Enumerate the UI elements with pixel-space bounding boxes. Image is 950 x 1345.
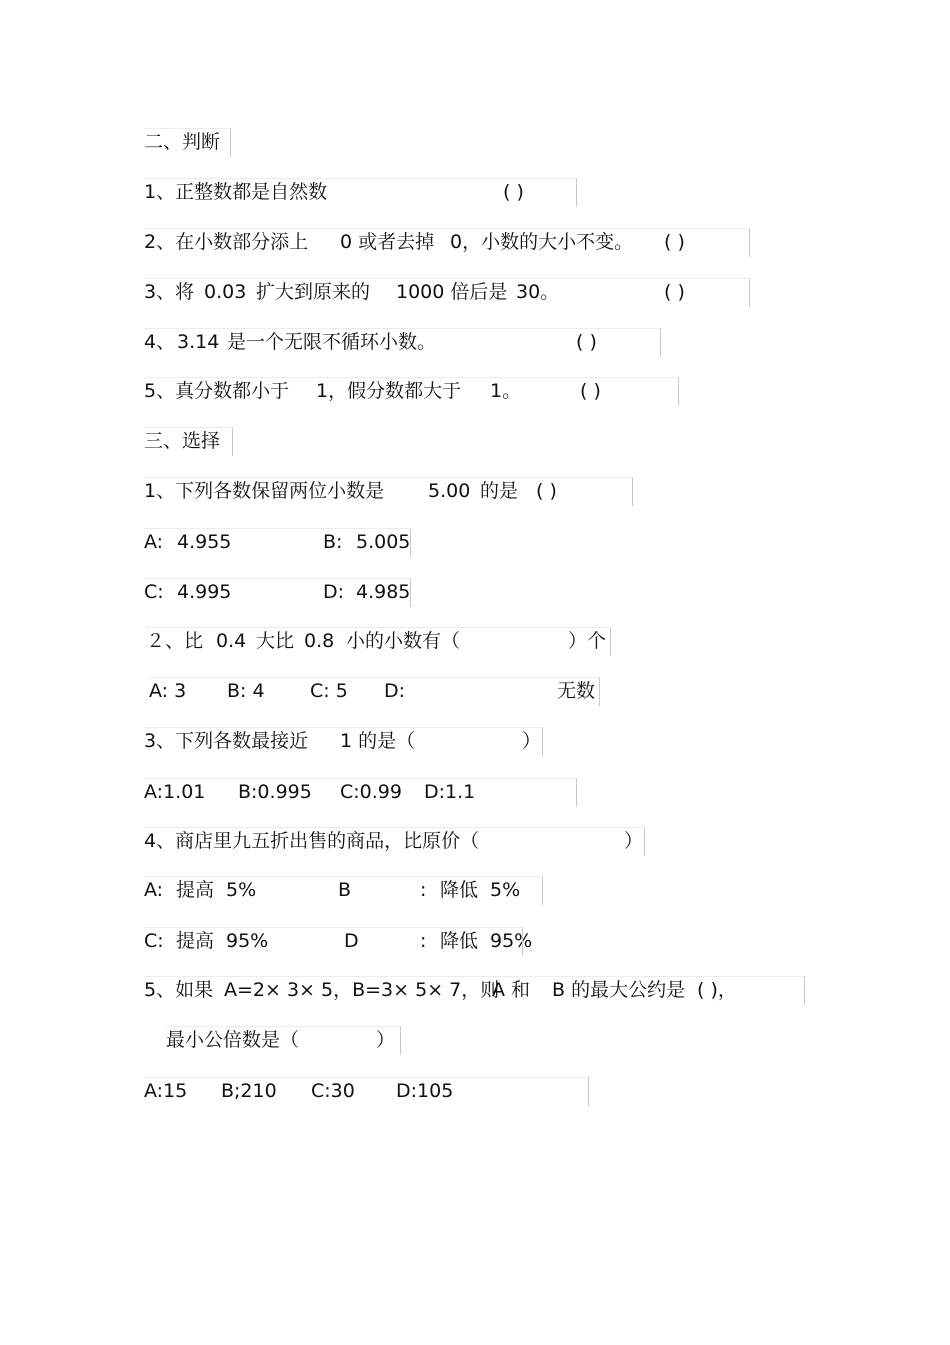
question-text: 3.14 (177, 331, 220, 353)
text-rule (144, 377, 679, 406)
text-rule (144, 1077, 589, 1106)
question-text: 1000 倍后是 (396, 281, 508, 303)
option-value: 95% (490, 930, 533, 952)
question-text: 大比 (256, 630, 295, 652)
option: A:1.01 (144, 781, 206, 803)
text-rule (144, 976, 805, 1005)
answer-blank: ( ) (503, 181, 524, 203)
question-text: 小的小数有（ (346, 630, 461, 652)
question-text: 1、正整数都是自然数 (144, 181, 328, 203)
question-text: 0.4 (216, 630, 247, 652)
option-label: C: (144, 930, 164, 952)
question-text: 5、真分数都小于 (144, 380, 290, 402)
text-rule (144, 278, 750, 307)
option-value: 5% (490, 879, 521, 901)
answer-blank: ） (522, 730, 542, 752)
text-rule (149, 677, 600, 706)
option-label: A: (144, 531, 164, 553)
option-colon: : (420, 930, 427, 952)
question-text: 是一个无限不循环小数。 (227, 331, 437, 353)
option-label: A: (144, 879, 164, 901)
text-rule (144, 477, 633, 506)
option: A: 3 (149, 680, 187, 702)
question-text: 0，小数的大小不变。 (450, 231, 634, 253)
question-text: ２、比 (146, 630, 204, 652)
answer-blank: ( ) (536, 480, 557, 502)
option-label: B: (323, 531, 343, 553)
answer-blank: ( ) (576, 331, 597, 353)
option-label: D (344, 930, 359, 952)
text-rule (144, 778, 577, 807)
option-colon: : (420, 879, 427, 901)
option: B: 4 (227, 680, 265, 702)
question-text: 3、将 (144, 281, 195, 303)
text-rule (144, 228, 750, 257)
question-text: 4、 (144, 331, 176, 353)
answer-blank: ( ) (664, 281, 685, 303)
option: C: 5 (310, 680, 348, 702)
question-text: 2、在小数部分添上 (144, 231, 309, 253)
question-text: 1 的是（ (340, 730, 416, 752)
option-value: 降低 (440, 879, 479, 901)
option-value: 提高 (176, 930, 215, 952)
question-text: 0 或者去掉 (340, 231, 435, 253)
answer-blank: ( )， (697, 979, 737, 1001)
option-value: 4.955 (177, 531, 232, 553)
question-text: 1，假分数都大于 (316, 380, 462, 402)
question-text: 1、下列各数保留两位小数是 (144, 480, 385, 502)
question-text: 0.03 (204, 281, 247, 303)
option-value: 提高 (176, 879, 215, 901)
option: C:30 (311, 1080, 355, 1102)
option: D: (384, 680, 406, 702)
option: B;210 (221, 1080, 277, 1102)
text-rule (166, 1026, 401, 1055)
question-text: B 的最大公约是 (552, 979, 686, 1001)
judge-heading: 二、判断 (144, 131, 221, 153)
option-value: 5.005 (356, 531, 411, 553)
text-rule (144, 827, 645, 856)
text-rule (144, 128, 231, 157)
text-rule (144, 427, 233, 456)
option-value: 4.995 (177, 581, 232, 603)
option-value: 无数 (557, 680, 596, 702)
question-text: 5、如果 (144, 979, 214, 1001)
question-text: 30。 (516, 281, 560, 303)
question-text: 3、下列各数最接近 (144, 730, 309, 752)
question-text: A=2× 3× 5，B=3× 5× 7，则 (224, 979, 500, 1001)
question-text: A 和 (492, 979, 531, 1001)
answer-blank: ( ) (664, 231, 685, 253)
question-text: 4、商店里九五折出售的商品，比原价（ (144, 830, 480, 852)
option-value: 95% (226, 930, 269, 952)
option: D:105 (396, 1080, 454, 1102)
text-rule (144, 528, 411, 557)
option: B:0.995 (238, 781, 312, 803)
option-label: C: (144, 581, 164, 603)
option-label: D: (323, 581, 345, 603)
option: D:1.1 (424, 781, 476, 803)
answer-blank: ） (624, 830, 644, 852)
choice-heading: 三、选择 (144, 430, 221, 452)
question-text: 5.00 (428, 480, 471, 502)
question-text: 1。 (490, 380, 522, 402)
option-value: 5% (226, 879, 257, 901)
text-rule (146, 627, 611, 656)
question-text: 最小公倍数是（ (166, 1029, 300, 1051)
option: C:0.99 (340, 781, 402, 803)
answer-blank: ( ) (580, 380, 601, 402)
text-rule (144, 578, 411, 607)
question-text: 的是 (480, 480, 519, 502)
text-rule (144, 927, 523, 956)
question-text: 0.8 (304, 630, 335, 652)
option-label: B (338, 879, 352, 901)
option-value: 4.985 (356, 581, 411, 603)
text-rule (144, 178, 577, 207)
answer-blank: ）个 (568, 630, 607, 652)
question-text: 扩大到原来的 (256, 281, 371, 303)
text-rule (144, 727, 543, 756)
answer-blank: ） (376, 1029, 396, 1051)
text-rule (144, 876, 543, 905)
option-value: 降低 (440, 930, 479, 952)
text-rule (144, 328, 661, 357)
option: A:15 (144, 1080, 188, 1102)
